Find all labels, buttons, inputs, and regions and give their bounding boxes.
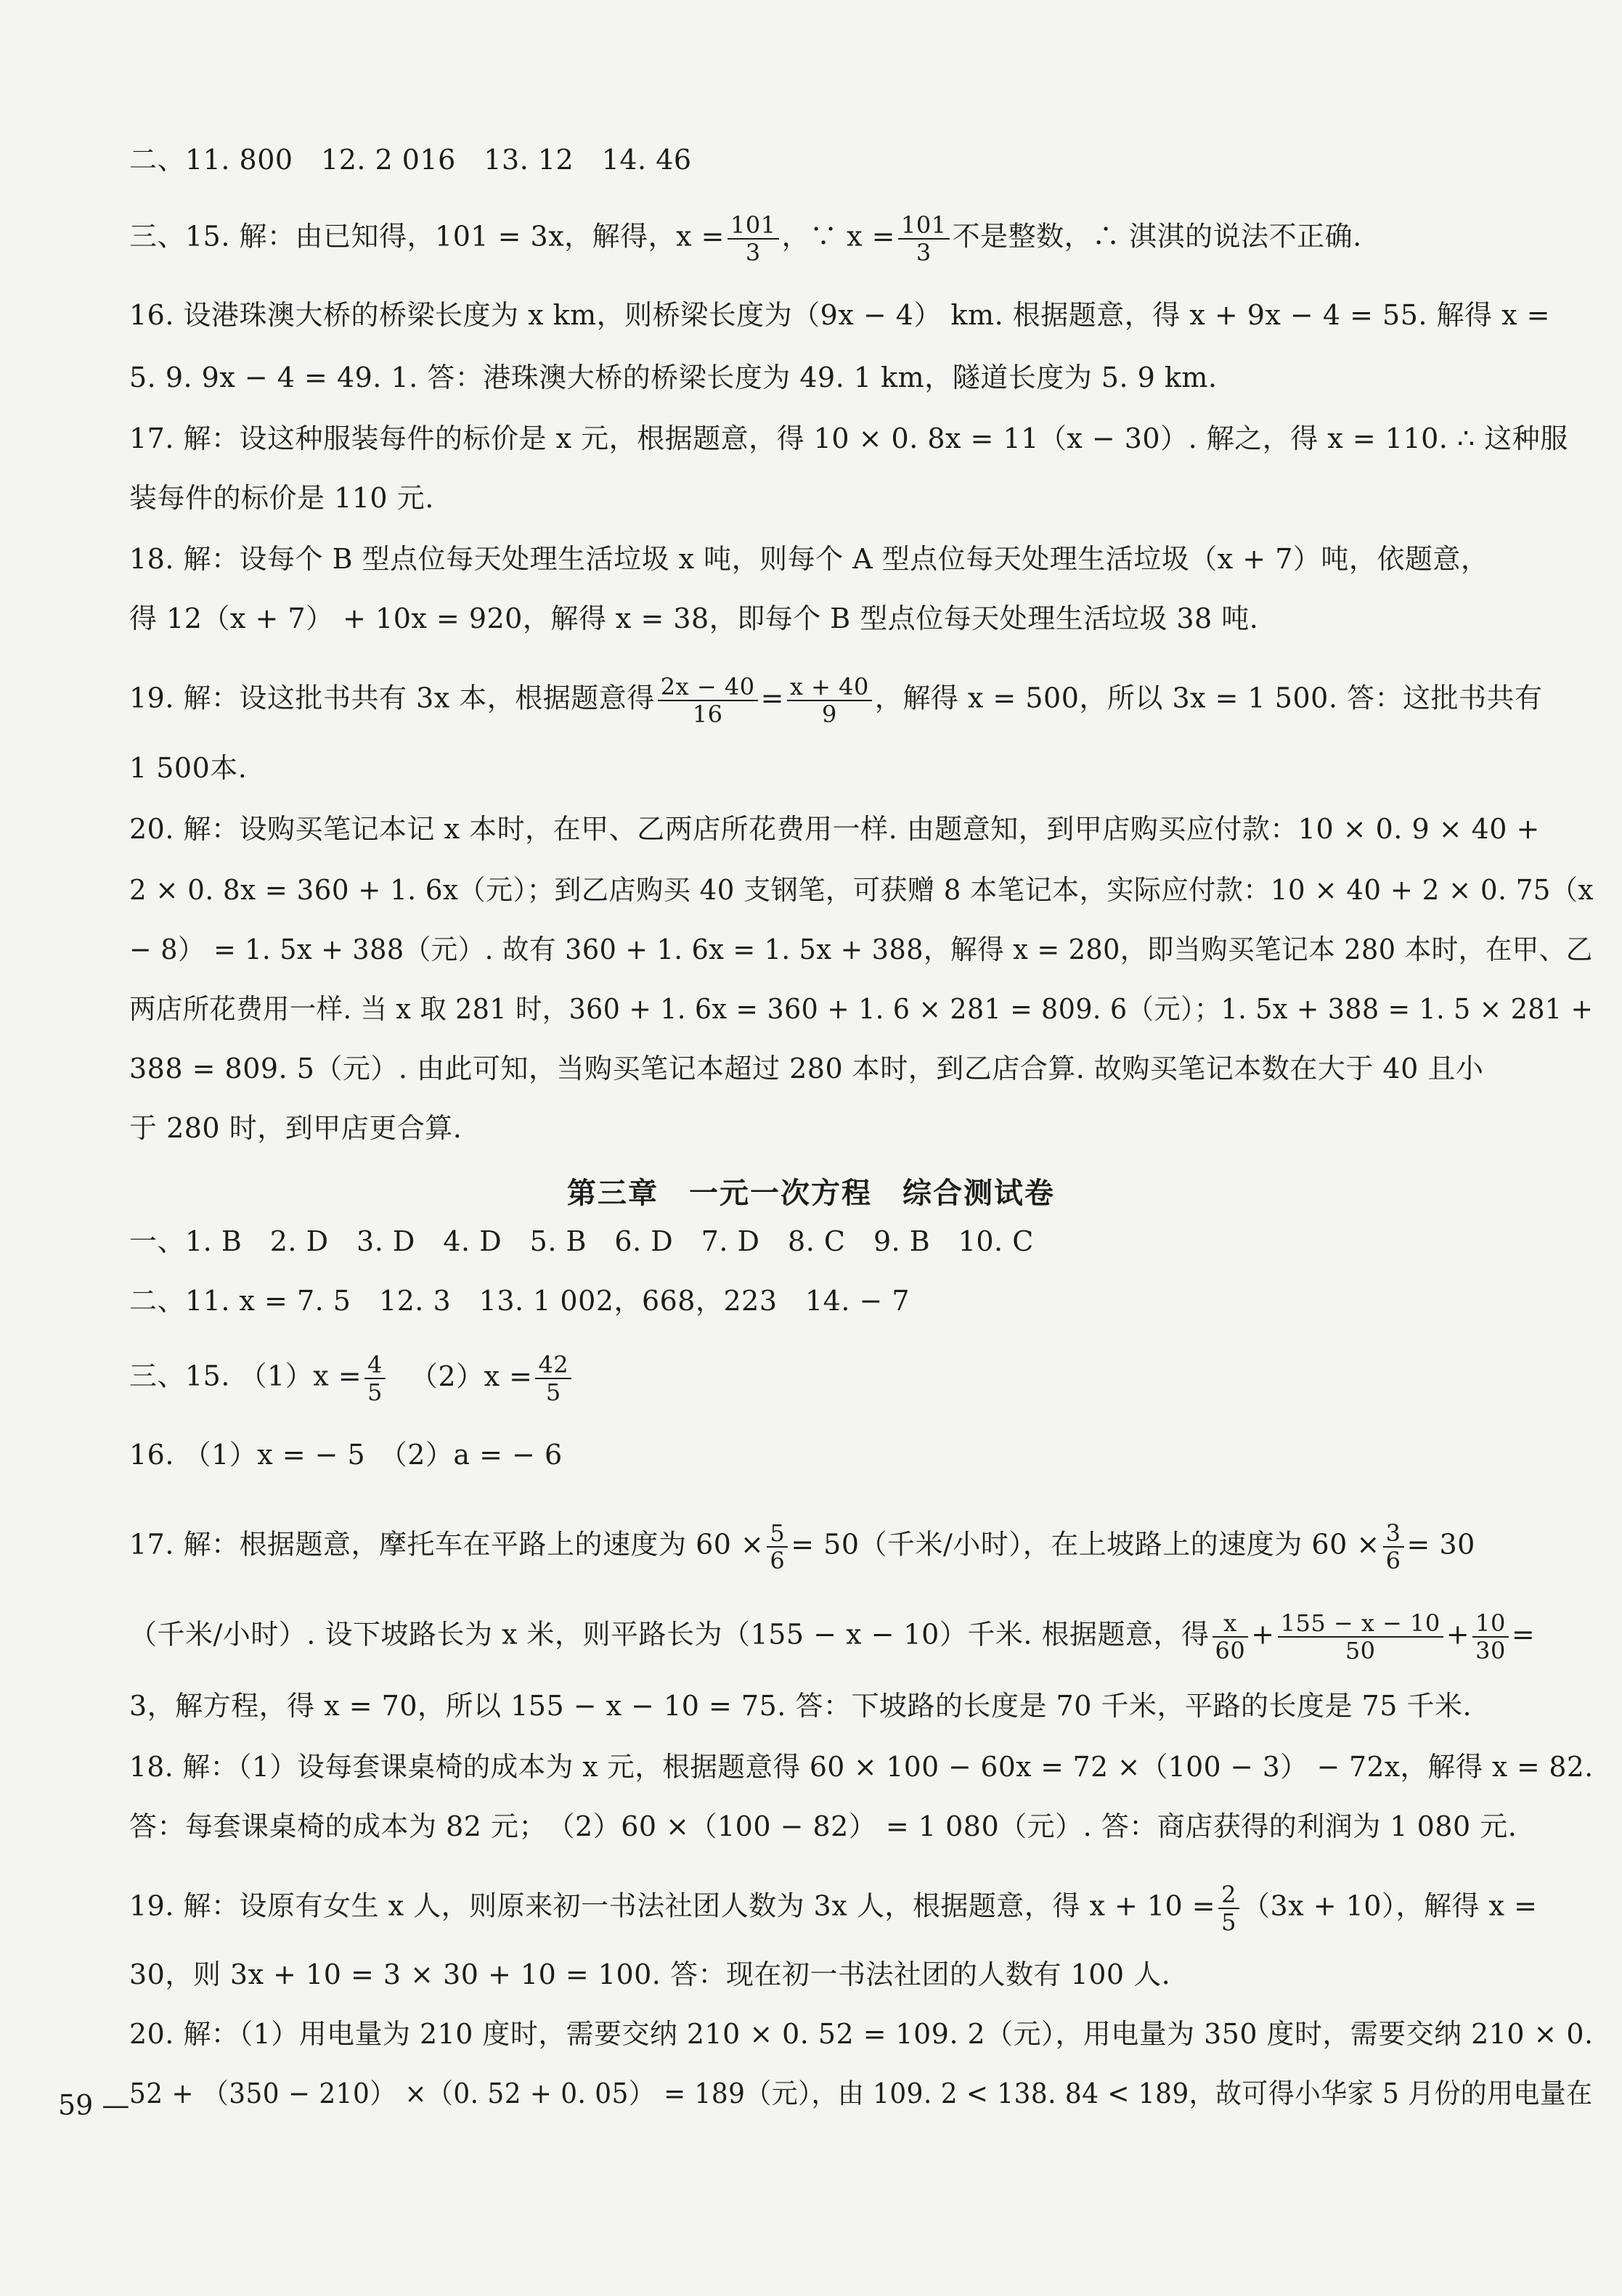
- fraction: $\frac{4}{5}$: [364, 1352, 386, 1405]
- fraction: $\frac{x + 40}{9}$: [787, 674, 872, 727]
- answer-line: 52 + （350 − 210） ×（0. 52 + 0. 05） = 189（元），由 109. 2 < 138. 84 < 189，故可得小华家 5 月份的用电量在: [129, 2078, 1593, 2109]
- answer-line: 18. 解：（1）设每套课桌椅的成本为 x 元，根据题意得 60 × 100 − 60x = 72 ×（100 − 3） − 72x，解得 x = 82.: [129, 1751, 1594, 1783]
- fraction: $\frac{5}{6}$: [767, 1520, 788, 1574]
- answer-line: 16. （1）x = − 5 （2）a = − 6: [129, 1439, 563, 1471]
- answer-line: 19. 解：设原有女生 x 人，则原来初一书法社团人数为 3x 人，根据题意，得 x + 10 = $\frac{2}{5}$ （3x + 10），解得 x =: [129, 1881, 1538, 1936]
- answer-line: 30，则 3x + 10 = 3 × 30 + 10 = 100. 答：现在初一书法社团的人数有 100 人.: [129, 1958, 1171, 1990]
- answer-line: 得 12（x + 7） + 10x = 920，解得 x = 38，即每个 B 型点位每天处理生活垃圾 38 吨.: [129, 602, 1259, 634]
- answer-line: 两店所花费用一样. 当 x 取 281 时，360 + 1. 6x = 360 + 1. 6 × 281 = 809. 6（元）；1. 5x + 388 = 1. 5 × 281 +: [129, 993, 1594, 1025]
- answer-line: 16. 设港珠澳大桥的桥梁长度为 x km，则桥梁长度为（9x − 4） km. 根据题意，得 x + 9x − 4 = 55. 解得 x =: [129, 299, 1550, 331]
- fraction: $\frac{155 - x - 10}{50}$: [1278, 1610, 1443, 1664]
- answer-line: 二、11. 800 12. 2 016 13. 12 14. 46: [129, 144, 692, 176]
- fraction: $\frac{x}{60}$: [1213, 1610, 1249, 1664]
- answer-line: 5. 9. 9x − 4 = 49. 1. 答：港珠澳大桥的桥梁长度为 49. 1 km，隧道长度为 5. 9 km.: [129, 361, 1218, 393]
- answer-line: 三、15. （1）x = $\frac{4}{5}$ （2）x = $\frac{42}{5}$: [129, 1352, 574, 1405]
- answer-line: 二、11. x = 7. 5 12. 3 13. 1 002，668，223 14. − 7: [129, 1285, 910, 1317]
- answer-line: 17. 解：设这种服装每件的标价是 x 元，根据题意，得 10 × 0. 8x = 11（x − 30）. 解之，得 x = 110. ∴ 这种服: [129, 422, 1568, 454]
- fraction: $\frac{101}{3}$: [898, 212, 950, 266]
- answer-line: 一、1. B 2. D 3. D 4. D 5. B 6. D 7. D 8. C 9. B 10. C: [129, 1225, 1034, 1257]
- answer-line: 装每件的标价是 110 元.: [129, 482, 434, 514]
- fraction: $\frac{42}{5}$: [535, 1352, 571, 1405]
- answer-line: 388 = 809. 5（元）. 由此可知，当购买笔记本超过 280 本时，到乙店合算. 故购买笔记本数在大于 40 且小: [129, 1053, 1484, 1084]
- fraction: $\frac{3}{6}$: [1383, 1520, 1404, 1574]
- answer-line: 答：每套课桌椅的成本为 82 元； （2）60 ×（100 − 82） = 1 080（元）. 答：商店获得的利润为 1 080 元.: [129, 1810, 1517, 1842]
- answer-line: 三、15. 解：由已知得，101 = 3x，解得，x = $\frac{101}{3}$ ，∵ x = $\frac{101}{3}$ 不是整数，∴ 淇淇的说法不正确.: [129, 211, 1362, 266]
- section-heading: 第三章 一元一次方程 综合测试卷: [567, 1177, 1055, 1210]
- fraction: $\frac{101}{3}$: [728, 212, 779, 266]
- fraction: $\frac{2}{5}$: [1218, 1882, 1239, 1935]
- answer-line: 17. 解：根据题意，摩托车在平路上的速度为 60 × $\frac{5}{6}$ = 50（千米/小时），在上坡路上的速度为 60 × $\frac{3}{6}$ = 30: [129, 1519, 1475, 1574]
- answer-line: 于 280 时，到甲店更合算.: [129, 1112, 462, 1144]
- answer-line: （千米/小时）. 设下坡路长为 x 米，则平路长为（155 − x − 10）千米. 根据题意，得 $\frac{x}{60}$ + $\frac{155 - x - 10}{50}$ + $\frac{10}{30}$ =: [129, 1609, 1536, 1664]
- fraction: $\frac{2x - 40}{16}$: [658, 674, 758, 727]
- answer-line: − 8） = 1. 5x + 388（元）. 故有 360 + 1. 6x = 1. 5x + 388，解得 x = 280，即当购买笔记本 280 本时，在甲、乙: [129, 933, 1593, 965]
- answer-line: 3，解方程，得 x = 70，所以 155 − x − 10 = 75. 答：下坡路的长度是 70 千米，平路的长度是 75 千米.: [129, 1690, 1472, 1722]
- page-number: 59 —: [58, 2089, 130, 2121]
- answer-line: 20. 解：（1）用电量为 210 度时，需要交纳 210 × 0. 52 = 109. 2（元），用电量为 350 度时，需要交纳 210 × 0.: [129, 2018, 1594, 2050]
- answer-line: 20. 解：设购买笔记本记 x 本时，在甲、乙两店所花费用一样. 由题意知，到甲店购买应付款：10 × 0. 9 × 40 +: [129, 813, 1540, 845]
- answer-line: 19. 解：设这批书共有 3x 本，根据题意得 $\frac{2x - 40}{16}$ = $\frac{x + 40}{9}$ ，解得 x = 500，所以 3x = 1 500. 答：这批书共有: [129, 673, 1543, 728]
- fraction: $\frac{10}{30}$: [1472, 1610, 1509, 1664]
- answer-line: 1 500本.: [129, 752, 248, 784]
- answer-line: 2 × 0. 8x = 360 + 1. 6x（元）；到乙店购买 40 支钢笔，可获赠 8 本笔记本，实际应付款：10 × 40 + 2 × 0. 75（x: [129, 874, 1594, 906]
- answer-line: 18. 解：设每个 B 型点位每天处理生活垃圾 x 吨，则每个 A 型点位每天处理生活垃圾（x + 7）吨，依题意，: [129, 543, 1489, 575]
